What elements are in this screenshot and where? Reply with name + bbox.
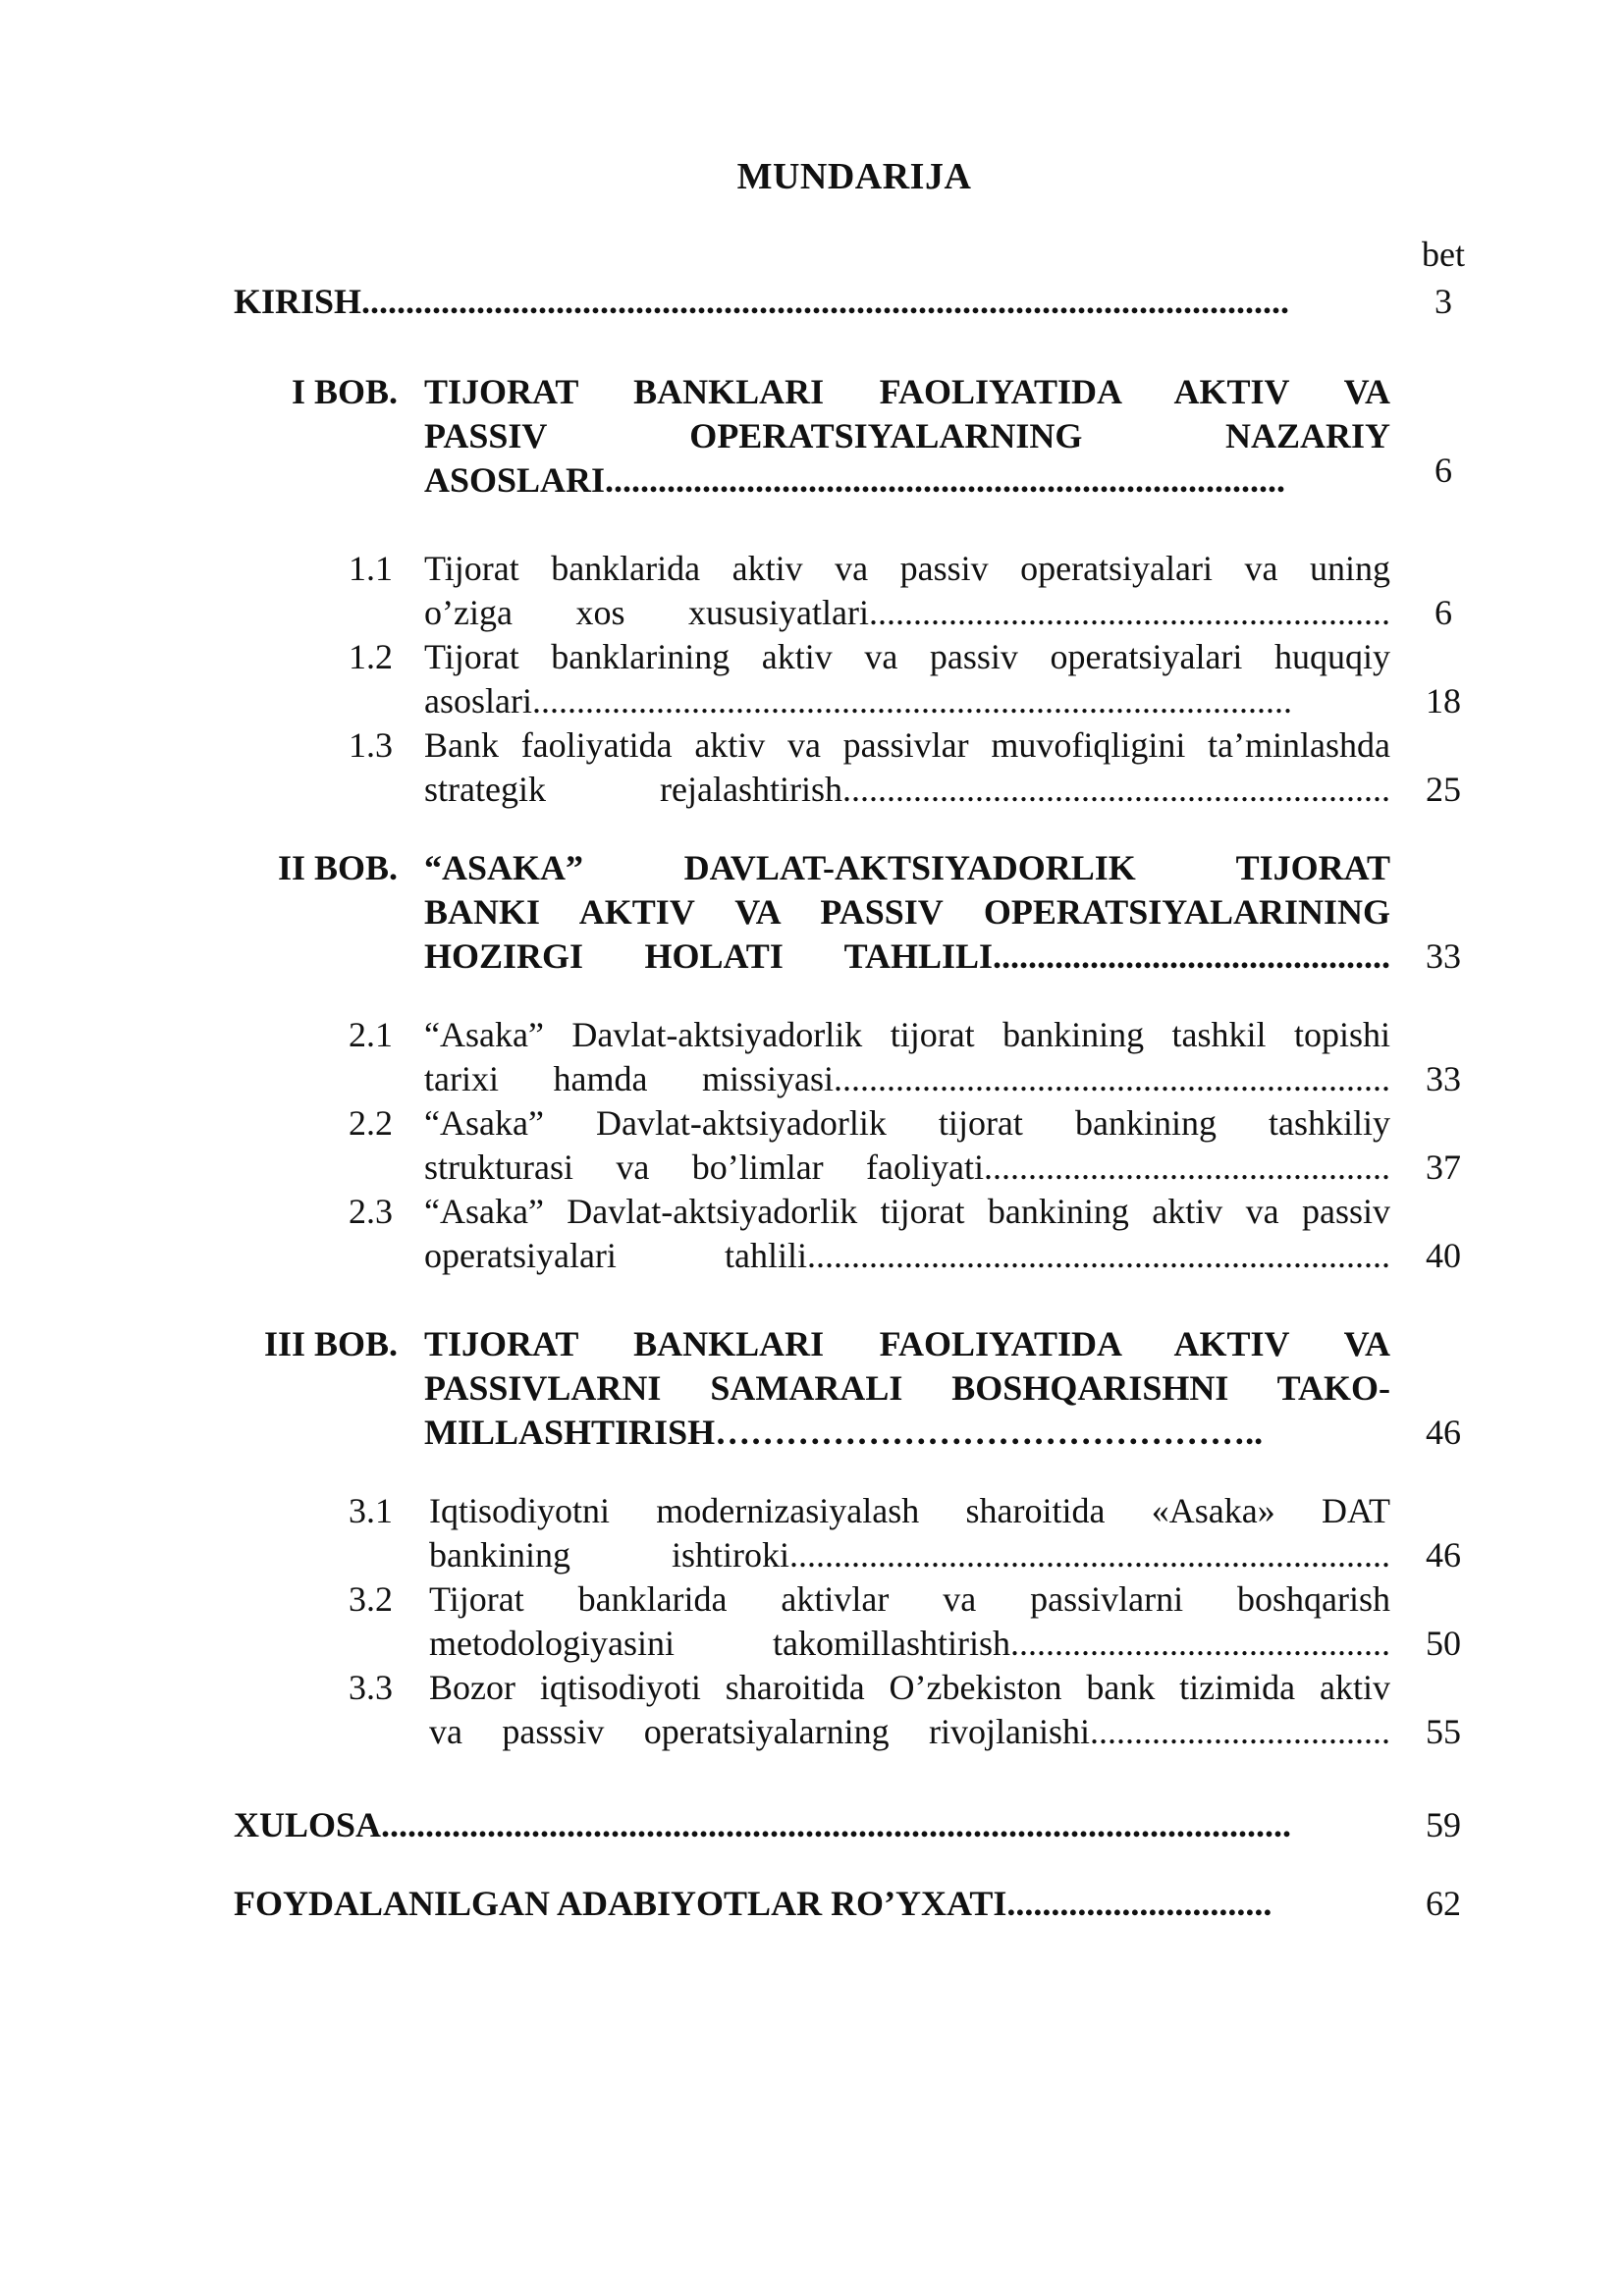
section-1-3-line-2: strategik rejalashtirish.............................................................. bbox=[424, 770, 1390, 809]
chapter-label-1: I BOB. bbox=[291, 372, 398, 411]
toc-page-chapter-1: 6 bbox=[1435, 451, 1452, 490]
chapter-1-line-1: TIJORAT BANKLARI FAOLIYATIDA AKTIV VA bbox=[424, 372, 1390, 411]
section-3-2-line-1: Tijorat banklarida aktivlar va passivlarni boshqarish bbox=[429, 1579, 1390, 1619]
section-3-1-line-2: bankining ishtiroki.................................................................... bbox=[429, 1535, 1390, 1575]
toc-entry-section-3-2[interactable] bbox=[429, 1577, 1390, 1666]
page-column-header: bet bbox=[1422, 235, 1465, 274]
toc-entry-xulosa[interactable] bbox=[234, 1803, 1392, 1847]
toc-page-section-2-2: 37 bbox=[1426, 1148, 1461, 1187]
section-1-2-line-1: Tijorat banklarining aktiv va passiv operatsiyalari huquqiy bbox=[424, 637, 1390, 676]
toc-entry-section-1-1[interactable] bbox=[424, 547, 1390, 635]
section-number-1-1: 1.1 bbox=[349, 549, 393, 588]
toc-entry-section-2-1[interactable] bbox=[424, 1013, 1390, 1101]
toc-page-section-2-1: 33 bbox=[1426, 1059, 1461, 1098]
section-2-2-line-2: strukturasi va bo’limlar faoliyati.............................................. bbox=[424, 1148, 1390, 1187]
chapter-label-2: II BOB. bbox=[277, 848, 398, 887]
chapter-1-line-3: ASOSLARI............................................................................. bbox=[424, 460, 1286, 500]
chapter-2-line-3: HOZIRGI HOLATI TAHLILI............................................. bbox=[424, 936, 1390, 976]
section-1-1-line-1: Tijorat banklarida aktiv va passiv operatsiyalari va uning bbox=[424, 549, 1390, 588]
toc-page-xulosa: 59 bbox=[1426, 1805, 1461, 1844]
chapter-3-line-1: TIJORAT BANKLARI FAOLIYATIDA AKTIV VA bbox=[424, 1324, 1390, 1363]
section-number-2-2: 2.2 bbox=[349, 1103, 393, 1143]
toc-page-section-2-3: 40 bbox=[1426, 1236, 1461, 1275]
section-3-3-line-2: va passsiv operatsiyalarning rivojlanishi.................................. bbox=[429, 1712, 1390, 1751]
section-number-3-3: 3.3 bbox=[349, 1668, 393, 1707]
section-3-1-line-1: Iqtisodiyotni modernizasiyalash sharoitida «Asaka» DAT bbox=[429, 1491, 1390, 1530]
toc-entry-section-1-3[interactable] bbox=[424, 723, 1390, 812]
toc-page-section-1-3: 25 bbox=[1426, 770, 1461, 809]
section-1-2-line-2: asoslari...................................................................................... bbox=[424, 681, 1292, 721]
chapter-2-line-2: BANKI AKTIV VA PASSIV OPERATSIYALARINING bbox=[424, 892, 1390, 932]
section-number-3-2: 3.2 bbox=[349, 1579, 393, 1619]
toc-page-chapter-2: 33 bbox=[1426, 936, 1461, 976]
toc-entry-section-3-1[interactable] bbox=[429, 1489, 1390, 1577]
section-1-1-line-2: o’ziga xos xususiyatlari........................................................... bbox=[424, 593, 1390, 632]
chapter-1-line-2: PASSIV OPERATSIYALARNING NAZARIY bbox=[424, 416, 1390, 455]
section-2-3-line-2: operatsiyalari tahlili.................................................................. bbox=[424, 1236, 1390, 1275]
toc-entry-references-text: FOYDALANILGAN ADABIYOTLAR RO’YXATI.............................. bbox=[234, 1884, 1272, 1923]
toc-entry-section-2-2[interactable] bbox=[424, 1101, 1390, 1190]
section-number-1-2: 1.2 bbox=[349, 637, 393, 676]
toc-entry-section-2-3[interactable] bbox=[424, 1190, 1390, 1278]
toc-entry-kirish[interactable] bbox=[234, 280, 1392, 324]
section-3-2-line-2: metodologiyasini takomillashtirish........................................... bbox=[429, 1624, 1390, 1663]
toc-page-section-3-3: 55 bbox=[1426, 1712, 1461, 1751]
section-number-2-1: 2.1 bbox=[349, 1015, 393, 1054]
toc-page-section-1-1: 6 bbox=[1435, 593, 1452, 632]
section-2-1-line-1: “Asaka” Davlat-aktsiyadorlik tijorat bankining tashkil topishi bbox=[424, 1015, 1390, 1054]
toc-entry-chapter-1[interactable] bbox=[424, 370, 1390, 503]
section-3-3-line-1: Bozor iqtisodiyoti sharoitida O’zbekiston bank tizimida aktiv bbox=[429, 1668, 1390, 1707]
toc-entry-references[interactable] bbox=[234, 1882, 1392, 1926]
toc-page-chapter-3: 46 bbox=[1426, 1413, 1461, 1452]
toc-page-section-3-2: 50 bbox=[1426, 1624, 1461, 1663]
toc-page-section-1-2: 18 bbox=[1426, 681, 1461, 721]
toc-entry-kirish-text: KIRISH......................................................................................................... bbox=[234, 282, 1290, 321]
section-number-3-1: 3.1 bbox=[349, 1491, 393, 1530]
section-number-2-3: 2.3 bbox=[349, 1192, 393, 1231]
section-1-3-line-1: Bank faoliyatida aktiv va passivlar muvofiqligini ta’minlashda bbox=[424, 725, 1390, 765]
chapter-3-line-2: PASSIVLARNI SAMARALI BOSHQARISHNI TAKO- bbox=[424, 1368, 1390, 1408]
section-2-3-line-1: “Asaka” Davlat-aktsiyadorlik tijorat bankining aktiv va passiv bbox=[424, 1192, 1390, 1231]
chapter-2-line-1: “ASAKA” DAVLAT-AKTSIYADORLIK TIJORAT bbox=[424, 848, 1390, 887]
toc-entry-chapter-3[interactable] bbox=[424, 1322, 1390, 1455]
toc-page-kirish: 3 bbox=[1435, 282, 1452, 321]
toc-entry-chapter-2[interactable] bbox=[424, 846, 1390, 979]
toc-page-section-3-1: 46 bbox=[1426, 1535, 1461, 1575]
section-2-2-line-1: “Asaka” Davlat-aktsiyadorlik tijorat bankining tashkiliy bbox=[424, 1103, 1390, 1143]
chapter-3-line-3: MILLASHTIRISH……………………………………….. bbox=[424, 1413, 1264, 1452]
toc-entry-xulosa-text: XULOSA....................................................................................................... bbox=[234, 1805, 1292, 1844]
chapter-label-3: III BOB. bbox=[263, 1324, 398, 1363]
toc-page-references: 62 bbox=[1426, 1884, 1461, 1923]
toc-entry-section-1-2[interactable] bbox=[424, 635, 1390, 723]
toc-title: MUNDARIJA bbox=[736, 156, 972, 197]
section-number-1-3: 1.3 bbox=[349, 725, 393, 765]
section-2-1-line-2: tarixi hamda missiyasi............................................................... bbox=[424, 1059, 1390, 1098]
toc-entry-section-3-3[interactable] bbox=[429, 1666, 1390, 1754]
